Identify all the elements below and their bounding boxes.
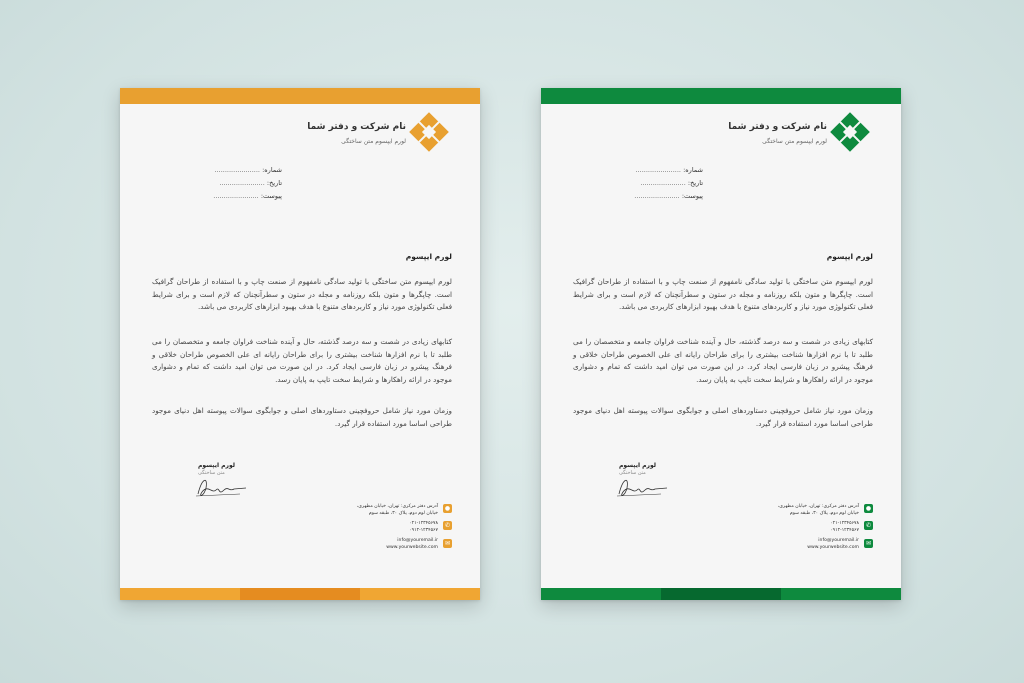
contact-address [357, 504, 438, 517]
address-line: آدرس دفتر مرکزی: تهران، خیابان مطهری، [777, 504, 859, 509]
phone-line: ۰۲۱-۱۲۳۴۵۶۷۸ [830, 521, 859, 526]
address-line: خیابان لوم دوم، پلاک ۳۰، طبقه سوم [368, 510, 438, 516]
contact-web [807, 538, 859, 551]
website-line: www.yourwebsite.com [807, 544, 859, 550]
bottom-accent-band [541, 588, 901, 600]
phone-line: ۰۲۱-۱۲۳۴۵۶۷۸ [409, 521, 438, 526]
signatory-name: لورم ایپسوم [198, 462, 235, 469]
phone-line: ۰۹۱۲-۱۲۳۴۵۶۷ [830, 527, 859, 533]
field-dots: ...................... [214, 166, 260, 174]
address-line: خیابان لوم دوم، پلاک ۳۰، طبقه سوم [789, 510, 859, 516]
contact-phones [409, 521, 438, 534]
phone-icon: ✆ [865, 522, 872, 529]
field-attachment [593, 192, 703, 200]
field-attachment [172, 192, 282, 200]
company-name: نام شرکت و دفتر شما [307, 122, 406, 132]
field-label: شماره: [683, 166, 703, 174]
signatory-title: متن ساختگی [198, 470, 225, 476]
email-line: info@youremail.ir [397, 538, 438, 543]
company-name: نام شرکت و دفتر شما [728, 122, 827, 132]
field-number [593, 166, 703, 174]
signatory-title: متن ساختگی [619, 470, 646, 476]
signatory-name: لورم ایپسوم [619, 462, 656, 469]
address-line: آدرس دفتر مرکزی: تهران، خیابان مطهری، [356, 504, 438, 509]
signature-icon [615, 474, 669, 500]
field-label: پیوست: [681, 192, 703, 200]
field-dots: ...................... [635, 166, 681, 174]
field-date [593, 179, 703, 187]
field-dots: ...................... [219, 179, 265, 187]
location-icon: ● [865, 505, 872, 512]
company-subtitle: لورم ایپسوم متن ساختگی [341, 138, 406, 145]
body-paragraph: وزمان مورد نیاز شامل حروفچینی دستاوردهای اصلی و جوابگوی سوالات پیوسته اهل دنیای موجود طراحی اساسا مورد استفاده قرار گیرد. [152, 406, 452, 428]
top-accent-band [120, 88, 480, 104]
mail-icon: ✉ [865, 540, 872, 547]
field-dots: ...................... [634, 192, 680, 200]
field-label: تاریخ: [687, 179, 703, 187]
phone-line: ۰۹۱۲-۱۲۳۴۵۶۷ [409, 527, 438, 533]
letter-heading: لورم ایپسوم [826, 252, 873, 261]
body-paragraph: لورم ایپسوم متن ساختگی با تولید سادگی نامفهوم از صنعت چاپ و با استفاده از طراحان گرافیک است. چاپگرها و متون بلکه روزنامه و مجله در ستون و سطرآنچنان که لازم است و برای شرایط فعلی تکنولوژی مورد نیاز و کاربردهای متنوع با هدف بهبود ابزارهای کاربردی می باشد. [152, 277, 452, 311]
signature-icon [194, 474, 248, 500]
field-label: شماره: [262, 166, 282, 174]
letter-heading: لورم ایپسوم [405, 252, 452, 261]
phone-icon: ✆ [444, 522, 451, 529]
email-line: info@youremail.ir [818, 538, 859, 543]
field-label: پیوست: [260, 192, 282, 200]
field-dots: ...................... [640, 179, 686, 187]
body-paragraph: لورم ایپسوم متن ساختگی با تولید سادگی نامفهوم از صنعت چاپ و با استفاده از طراحان گرافیک است. چاپگرها و متون بلکه روزنامه و مجله در ستون و سطرآنچنان که لازم است و برای شرایط فعلی تکنولوژی مورد نیاز و کاربردهای متنوع با هدف بهبود ابزارهای کاربردی می باشد. [573, 277, 873, 311]
contact-phones [830, 521, 859, 534]
mail-icon: ✉ [444, 540, 451, 547]
field-date [172, 179, 282, 187]
body-paragraph: کتابهای زیادی در شصت و سه درصد گذشته، حال و آینده شناخت فراوان جامعه و متخصصان را می طلبد تا با نرم افزارها شناخت بیشتری را برای طراحان رایانه ای علی الخصوص طراحان خلاقی و فرهنگ پیشرو در زبان فارسی ایجاد کرد. در این صورت می توان امید داشت که تمام و دشواری موجود در ارائه راهکارها و شرایط سخت تایپ به پایان رسد. [152, 337, 452, 384]
letterhead-sheet-orange [120, 88, 480, 600]
bottom-accent-band [120, 588, 480, 600]
field-label: تاریخ: [266, 179, 282, 187]
contact-address [778, 504, 859, 517]
field-number [172, 166, 282, 174]
website-line: www.yourwebsite.com [386, 544, 438, 550]
body-paragraph: کتابهای زیادی در شصت و سه درصد گذشته، حال و آینده شناخت فراوان جامعه و متخصصان را می طلبد تا با نرم افزارها شناخت بیشتری را برای طراحان رایانه ای علی الخصوص طراحان خلاقی و فرهنگ پیشرو در زبان فارسی ایجاد کرد. در این صورت می توان امید داشت که تمام و دشواری موجود در ارائه راهکارها و شرایط سخت تایپ به پایان رسد. [573, 337, 873, 384]
letterhead-sheet-green [541, 88, 901, 600]
company-subtitle: لورم ایپسوم متن ساختگی [762, 138, 827, 145]
contact-web [386, 538, 438, 551]
field-dots: ...................... [213, 192, 259, 200]
body-paragraph: وزمان مورد نیاز شامل حروفچینی دستاوردهای اصلی و جوابگوی سوالات پیوسته اهل دنیای موجود طراحی اساسا مورد استفاده قرار گیرد. [573, 406, 873, 428]
top-accent-band [541, 88, 901, 104]
location-icon: ● [444, 505, 451, 512]
